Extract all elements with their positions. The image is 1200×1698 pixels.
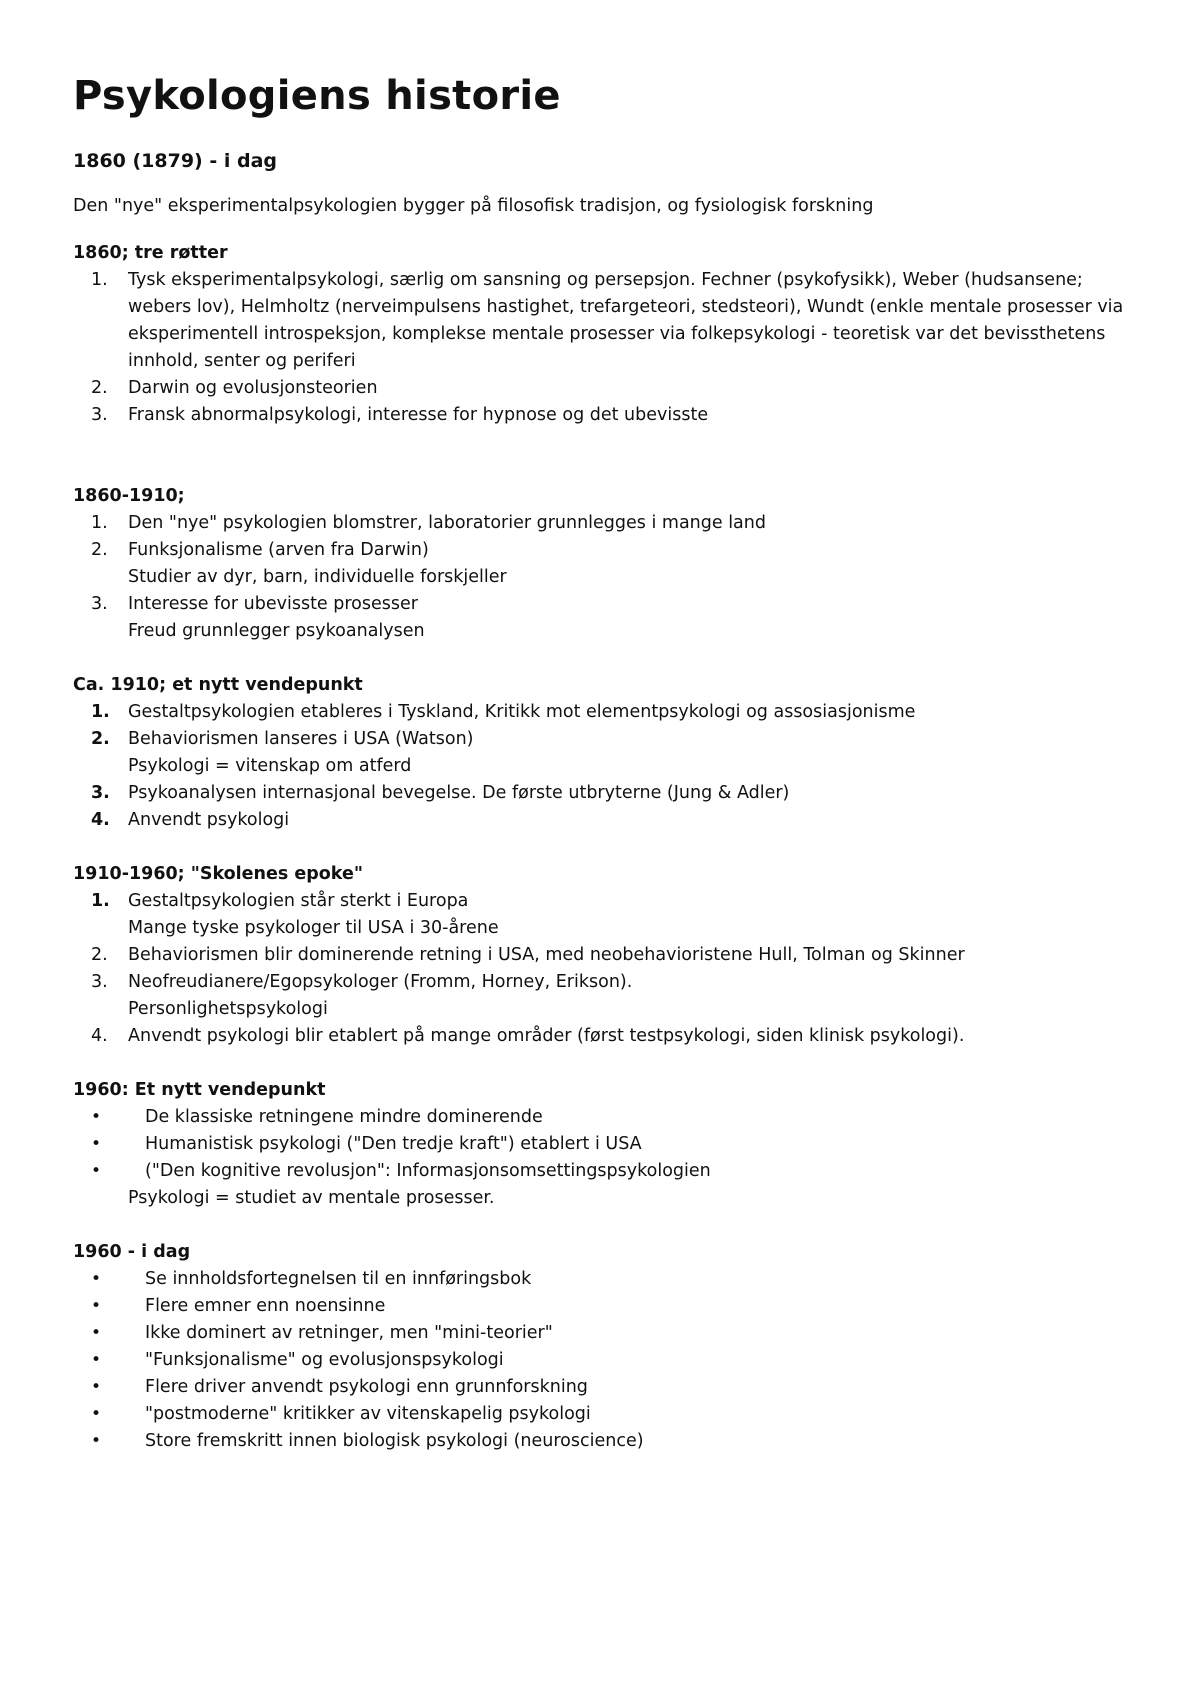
bullet-item	[73, 1104, 1133, 1131]
list-item	[73, 726, 1133, 753]
list-item	[73, 942, 1133, 969]
list-item	[73, 888, 1133, 915]
list-item-text: Gestaltpsykologien står sterkt i Europa	[128, 891, 469, 911]
bullet-item	[73, 1320, 1133, 1347]
list-number: 1.	[91, 513, 108, 533]
list-item	[73, 537, 1133, 564]
bullet-item-text: Ikke dominert av retninger, men "mini-teorier"	[145, 1323, 553, 1343]
section-heading: 1960: Et nytt vendepunkt	[73, 1080, 326, 1100]
list-number: 2.	[91, 729, 110, 749]
bullet-item-text: "postmoderne" kritikker av vitenskapelig psykologi	[145, 1404, 591, 1424]
list-item	[73, 780, 1133, 807]
list-item-text: Interesse for ubevisste prosesser	[128, 594, 418, 614]
list-item	[73, 969, 1133, 996]
bullet-icon: •	[91, 1431, 102, 1451]
page-subtitle: 1860 (1879) - i dag	[73, 150, 278, 172]
list-number: 1.	[91, 702, 110, 722]
list-item-text: Darwin og evolusjonsteorien	[128, 378, 378, 398]
list-number: 4.	[91, 810, 110, 830]
list-number: 3.	[91, 594, 108, 614]
list-item-text: Gestaltpsykologien etableres i Tyskland, Kritikk mot elementpsykologi og assosiasjonisme	[128, 702, 916, 722]
bullet-item-text: Store fremskritt innen biologisk psykologi (neuroscience)	[145, 1431, 644, 1451]
list-item	[73, 591, 1133, 618]
list-number: 3.	[91, 783, 110, 803]
list-item-continuation: Psykologi = vitenskap om atferd	[128, 756, 412, 776]
bullet-icon: •	[91, 1134, 102, 1154]
bullet-item-text: ("Den kognitive revolusjon": Informasjonsomsettingspsykologien	[145, 1161, 711, 1181]
section-1860-1910	[73, 483, 1133, 645]
bullet-item-text: Se innholdsfortegnelsen til en innføringsbok	[145, 1269, 532, 1289]
list-number: 4.	[91, 1026, 108, 1046]
bullet-continuation: Psykologi = studiet av mentale prosesser.	[128, 1188, 495, 1208]
bullet-item-text: Flere emner enn noensinne	[145, 1296, 386, 1316]
section-heading: 1860; tre røtter	[73, 243, 228, 263]
section-heading: 1960 - i dag	[73, 1242, 191, 1262]
list-item-text: Behaviorismen blir dominerende retning i USA, med neobehavioristene Hull, Tolman og Skinner	[128, 945, 965, 965]
bullet-item	[73, 1428, 1133, 1455]
list-item-text: Psykoanalysen internasjonal bevegelse. De første utbryterne (Jung & Adler)	[128, 783, 790, 803]
list-item	[73, 1023, 1133, 1050]
list-item-text: Funksjonalisme (arven fra Darwin)	[128, 540, 429, 560]
bullet-item	[73, 1401, 1133, 1428]
list-item-text: Behaviorismen lanseres i USA (Watson)	[128, 729, 474, 749]
bullet-item	[73, 1293, 1133, 1320]
section-heading: 1860-1910;	[73, 486, 185, 506]
list-number: 2.	[91, 378, 108, 398]
document-body	[73, 70, 1133, 1482]
list-item-continuation: Personlighetspsykologi	[128, 999, 328, 1019]
bullet-icon: •	[91, 1269, 102, 1289]
bullet-item	[73, 1131, 1133, 1158]
list-item-text: Tysk eksperimentalpsykologi, særlig om sansning og persepsjon. Fechner (psykofysikk), Weber (hudsansene; webers lov), Helmholtz (nerveimpulsens hastighet, trefargeteori, stedsteori), Wundt (enkle mentale prosesser via eksperimentell introspeksjon, komplekse mentale prosesser via folkepsykologi - teoretisk var det bevissthetens innhold, senter og periferi	[128, 270, 1124, 371]
list-number: 2.	[91, 540, 108, 560]
list-item-text: Neofreudianere/Egopsykologer (Fromm, Horney, Erikson).	[128, 972, 633, 992]
intro-paragraph: Den "nye" eksperimentalpsykologien bygger på filosofisk tradisjon, og fysiologisk forskning	[73, 196, 874, 216]
bullet-icon: •	[91, 1296, 102, 1316]
list-item	[73, 807, 1133, 834]
bullet-icon: •	[91, 1350, 102, 1370]
section-1860-roots	[73, 240, 1133, 429]
list-number: 2.	[91, 945, 108, 965]
section-heading: Ca. 1910; et nytt vendepunkt	[73, 675, 363, 695]
list-item	[73, 375, 1133, 402]
bullet-icon: •	[91, 1323, 102, 1343]
list-number: 1.	[91, 270, 108, 290]
bullet-icon: •	[91, 1404, 102, 1424]
bullet-item	[73, 1158, 1133, 1185]
bullet-item-text: De klassiske retningene mindre dominerende	[145, 1107, 543, 1127]
list-number: 1.	[91, 891, 110, 911]
section-1960-turning-point	[73, 1077, 1133, 1212]
page-title: Psykologiens historie	[73, 73, 561, 119]
bullet-item	[73, 1374, 1133, 1401]
list-item-text: Fransk abnormalpsykologi, interesse for hypnose og det ubevisste	[128, 405, 709, 425]
bullet-icon: •	[91, 1377, 102, 1397]
bullet-icon: •	[91, 1107, 102, 1127]
list-item-text: Anvendt psykologi	[128, 810, 290, 830]
list-item	[73, 402, 1133, 429]
list-number: 3.	[91, 405, 108, 425]
list-item-text: Anvendt psykologi blir etablert på mange områder (først testpsykologi, siden klinisk psykologi).	[128, 1026, 965, 1046]
bullet-item	[73, 1266, 1133, 1293]
list-item	[73, 267, 1133, 375]
section-1910-turning-point	[73, 672, 1133, 834]
bullet-item-text: "Funksjonalisme" og evolusjonspsykologi	[145, 1350, 504, 1370]
list-item-text: Den "nye" psykologien blomstrer, laboratorier grunnlegges i mange land	[128, 513, 766, 533]
bullet-item-text: Flere driver anvendt psykologi enn grunnforskning	[145, 1377, 588, 1397]
bullet-item-text: Humanistisk psykologi ("Den tredje kraft") etablert i USA	[145, 1134, 642, 1154]
list-item-continuation: Mange tyske psykologer til USA i 30-årene	[128, 918, 499, 938]
list-item	[73, 510, 1133, 537]
bullet-icon: •	[91, 1161, 102, 1181]
section-1910-1960-schools	[73, 861, 1133, 1050]
list-number: 3.	[91, 972, 108, 992]
list-item	[73, 699, 1133, 726]
bullet-item	[73, 1347, 1133, 1374]
section-1960-today	[73, 1239, 1133, 1455]
section-heading: 1910-1960; "Skolenes epoke"	[73, 864, 363, 884]
list-item-continuation: Studier av dyr, barn, individuelle forskjeller	[128, 567, 507, 587]
list-item-continuation: Freud grunnlegger psykoanalysen	[128, 621, 425, 641]
